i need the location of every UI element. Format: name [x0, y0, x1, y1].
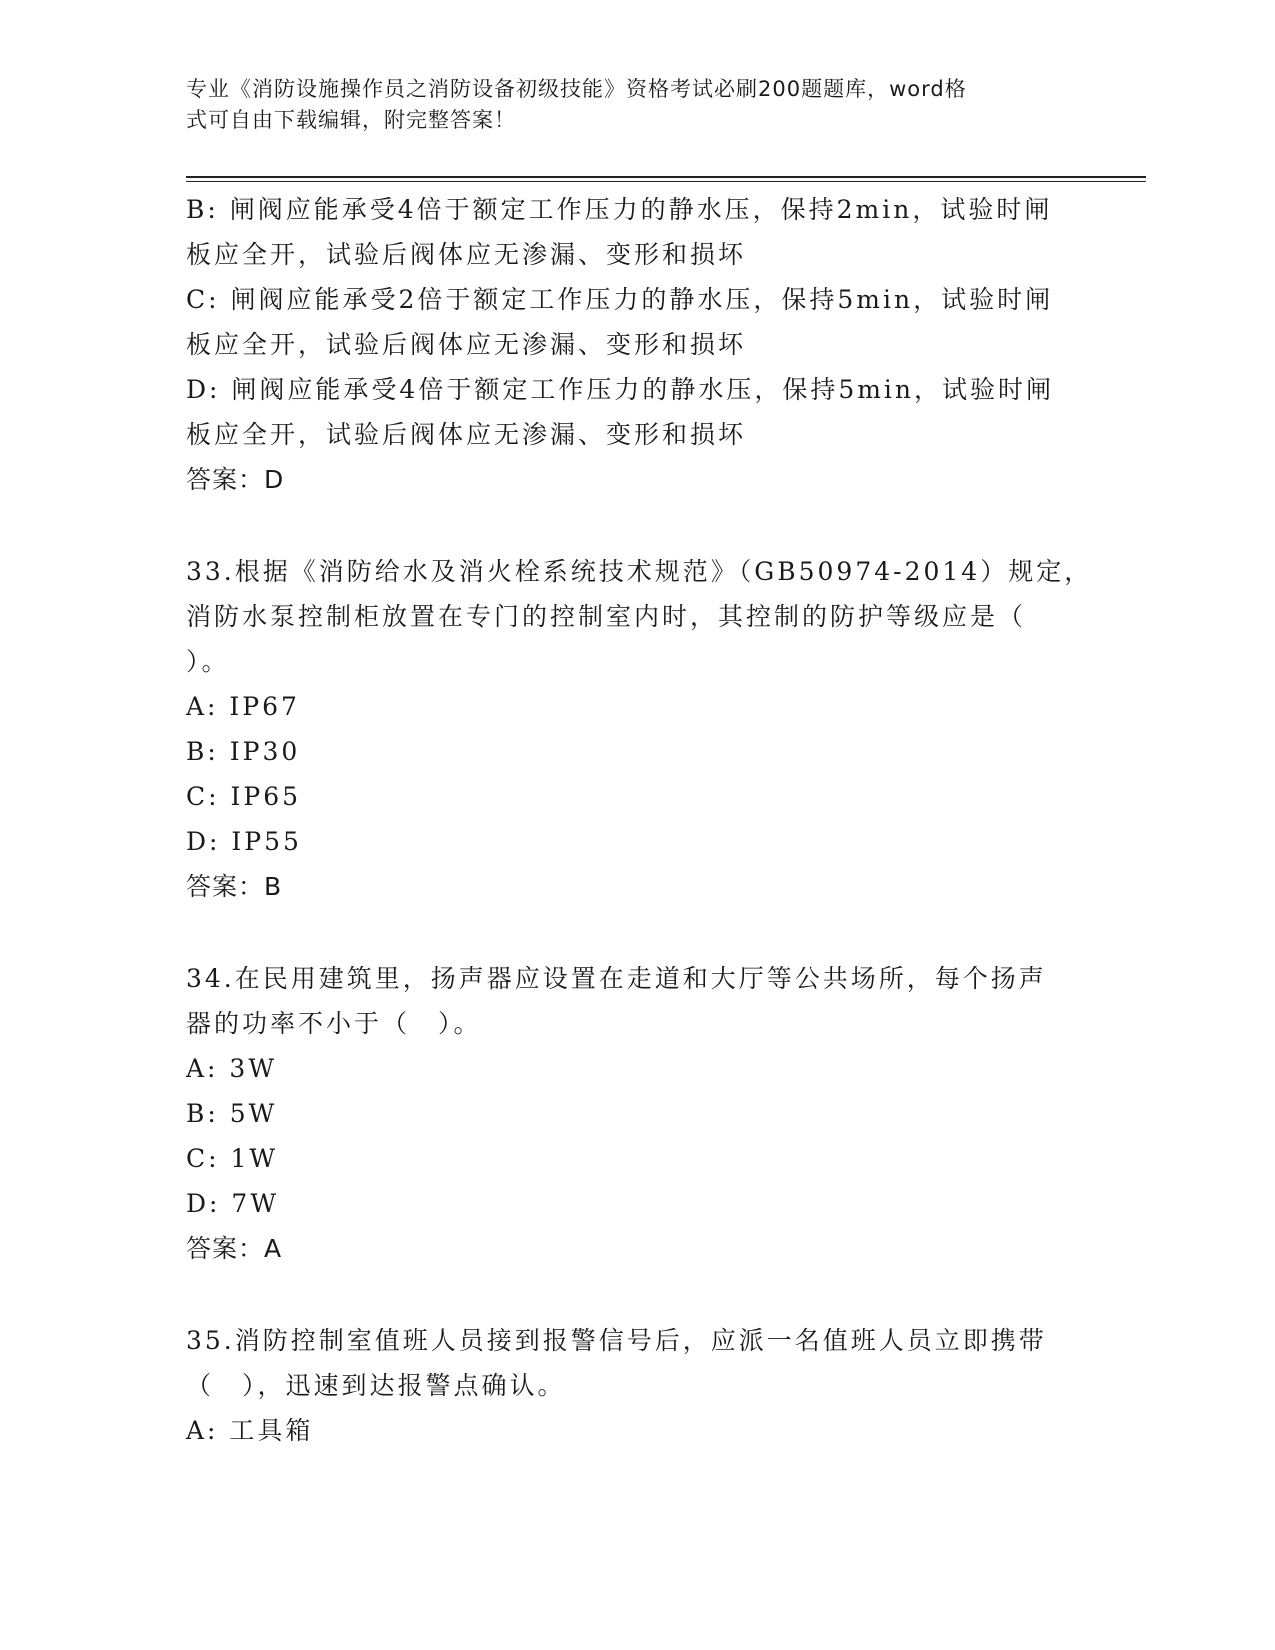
option-c: C: IP65 — [186, 782, 302, 811]
option-b: B: 5W — [186, 1099, 278, 1128]
question-stem-line-1: 34.在民用建筑里，扬声器应设置在走道和大厅等公共场所，每个扬声 — [186, 964, 1047, 993]
question-gap — [186, 502, 1076, 549]
option-c-line-1: C: 闸阀应能承受2倍于额定工作压力的静水压，保持5min，试验时闸 — [186, 285, 1054, 314]
previous-question-tail — [186, 187, 1076, 502]
answer-line: 答案：B — [186, 872, 283, 901]
option-d-line-1: D: 闸阀应能承受4倍于额定工作压力的静水压，保持5min，试验时闸 — [186, 375, 1055, 404]
question-stem-line-2: 消防水泵控制柜放置在专门的控制室内时，其控制的防护等级应是（ — [186, 602, 1027, 631]
question-stem-line-1: 35.消防控制室值班人员接到报警信号后，应派一名值班人员立即携带 — [186, 1326, 1047, 1355]
header-line-1: 专业《消防设施操作员之消防设备初级技能》资格考试必刷200题题库，word格 — [186, 77, 967, 101]
question-content — [186, 187, 1093, 1453]
option-a: A: 3W — [186, 1054, 278, 1083]
question-stem-line-1: 33.根据《消防给水及消火栓系统技术规范》（GB50974-2014）规定， — [186, 557, 1093, 586]
question-gap — [186, 1271, 1076, 1318]
header-divider-thin — [186, 181, 1146, 182]
document-header — [186, 74, 1066, 136]
header-divider-thick — [186, 176, 1146, 178]
option-b: B: IP30 — [186, 737, 301, 766]
option-a: A: IP67 — [186, 692, 300, 721]
header-line-2: 式可自由下载编辑，附完整答案！ — [186, 108, 516, 132]
question-stem-line-2: 器的功率不小于（ ）。 — [186, 1009, 482, 1038]
question-33 — [186, 549, 1093, 909]
option-a: A: 工具箱 — [186, 1416, 314, 1445]
option-d-line-2: 板应全开，试验后阀体应无渗漏、变形和损坏 — [186, 420, 747, 449]
option-c: C: 1W — [186, 1144, 279, 1173]
question-34 — [186, 956, 1076, 1271]
question-gap — [186, 909, 1076, 956]
question-stem-line-2: （ ），迅速到达报警点确认。 — [186, 1371, 566, 1400]
option-b-line-2: 板应全开，试验后阀体应无渗漏、变形和损坏 — [186, 240, 747, 269]
option-b-line-1: B: 闸阀应能承受4倍于额定工作压力的静水压，保持2min，试验时闸 — [186, 195, 1053, 224]
option-d: D: IP55 — [186, 827, 302, 856]
question-stem-line-3: ）。 — [186, 647, 230, 676]
option-d: D: 7W — [186, 1189, 280, 1218]
question-35 — [186, 1318, 1076, 1453]
answer-line: 答案：A — [186, 1234, 283, 1263]
option-c-line-2: 板应全开，试验后阀体应无渗漏、变形和损坏 — [186, 330, 747, 359]
answer-line: 答案：D — [186, 465, 285, 494]
